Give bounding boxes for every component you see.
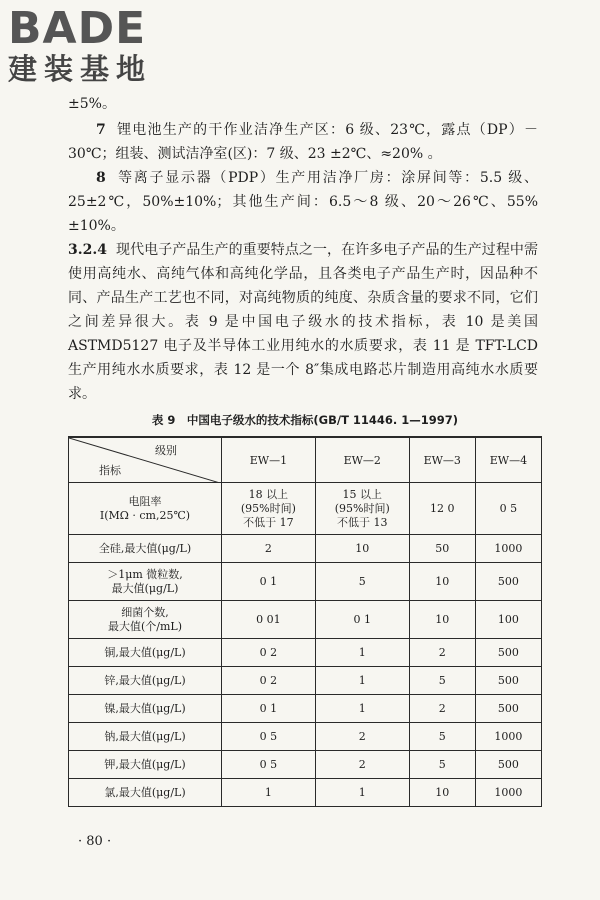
table-row	[69, 601, 542, 639]
value-line: 0 1	[259, 701, 278, 715]
row-label-line: 最大值(μg/L)	[111, 581, 179, 595]
value-cell	[409, 667, 475, 695]
value-line: 1000	[494, 729, 523, 743]
value-cell	[409, 695, 475, 723]
row-label-line: 镍,最大值(μg/L)	[104, 701, 186, 715]
row-label-cell	[69, 779, 222, 807]
row-label-line: 氯,最大值(μg/L)	[104, 785, 186, 799]
row-label-cell	[69, 751, 222, 779]
section-number: 3.2.4	[68, 242, 107, 258]
table-header-row	[69, 437, 542, 483]
column-header: EW—2	[315, 437, 409, 483]
value-line: 2	[438, 645, 446, 659]
paragraph-item-7	[68, 118, 538, 166]
value-line: 5	[438, 673, 446, 687]
page-number: · 80 ·	[78, 834, 112, 849]
value-line: 5	[358, 574, 366, 588]
value-line: 12 0	[429, 501, 455, 515]
value-line: 5	[438, 729, 446, 743]
row-label-cell	[69, 601, 222, 639]
value-line: 2	[438, 701, 446, 715]
row-label-line: 锌,最大值(μg/L)	[104, 673, 186, 687]
row-label-cell	[69, 639, 222, 667]
value-cell	[315, 483, 409, 535]
value-cell	[222, 483, 316, 535]
value-line: 10	[435, 612, 450, 626]
item-number: 8	[96, 170, 106, 186]
paragraph-text: 现代电子产品生产的重要特点之一，在许多电子产品的生产过程中需使用高纯水、高纯气体和高纯化学品，且各类电子产品生产时，因品种不同、产品生产工艺也不同，对高纯物质的纯度、杂质含量的要求不同，它们之间差异很大。表 9 是中国电子级水的技术指标，表 10 是美国 ASTMD5127 电子及半导体工业用纯水的水质要求，表 11 是 TFT-LCD 生产用纯水水质要求，表 12 是一个 8″集成电路芯片制造用高纯水水质要求。	[68, 242, 539, 402]
row-label-cell	[69, 535, 222, 563]
value-cell	[315, 535, 409, 563]
paragraph-text: 等离子显示器（PDP）生产用洁净厂房：涂屏间等：5.5 级、25±2℃，50%±10%；其他生产间：6.5～8 级、20～26℃、55%±10%。	[68, 170, 539, 234]
value-cell	[315, 779, 409, 807]
paragraph-item-8	[68, 166, 538, 238]
corner-label-grade: 级别	[155, 444, 177, 457]
table-row	[69, 667, 542, 695]
paragraph-text: ±5%。	[68, 96, 116, 112]
table-row	[69, 563, 542, 601]
value-cell	[315, 723, 409, 751]
value-cell	[409, 483, 475, 535]
table-caption: 表 9 中国电子级水的技术指标(GB/T 11446. 1—1997)	[151, 413, 459, 427]
row-label-line: 钾,最大值(μg/L)	[104, 757, 186, 771]
row-label-line: 铜,最大值(μg/L)	[104, 645, 186, 659]
value-cell	[222, 535, 316, 563]
table-row	[69, 751, 542, 779]
row-label-line: 细菌个数,	[121, 605, 169, 619]
item-number: 7	[96, 122, 106, 138]
value-line: 不低于 17	[243, 515, 294, 529]
value-cell	[409, 639, 475, 667]
value-line: 500	[497, 757, 519, 771]
value-line: (95%时间)	[334, 501, 390, 515]
column-header: EW—1	[222, 437, 316, 483]
value-line: 0 1	[259, 574, 278, 588]
value-cell	[222, 601, 316, 639]
paragraph-continuation	[68, 92, 538, 116]
value-cell	[475, 667, 541, 695]
value-line: 18 以上	[248, 487, 289, 501]
value-line: 0 2	[259, 645, 278, 659]
row-label-cell	[69, 723, 222, 751]
value-line: 50	[435, 541, 450, 555]
row-label-line: ＞1μm 微粒数,	[107, 567, 183, 581]
value-line: 1	[358, 785, 366, 799]
value-line: 2	[264, 541, 272, 555]
table-row	[69, 695, 542, 723]
row-label-cell	[69, 563, 222, 601]
value-line: 5	[438, 757, 446, 771]
row-label-line: 全硅,最大值(μg/L)	[98, 541, 192, 555]
value-cell	[315, 563, 409, 601]
value-line: 2	[358, 757, 366, 771]
value-cell	[409, 535, 475, 563]
table-row	[69, 723, 542, 751]
table-row	[69, 535, 542, 563]
value-line: 1	[358, 701, 366, 715]
paragraph-text: 锂电池生产的干作业洁净生产区：6 级、23℃，露点（DP）－30℃；组装、测试洁净室(区)：7 级、23 ±2℃、≈20% 。	[68, 122, 538, 162]
value-line: 500	[497, 701, 519, 715]
diagonal-divider	[69, 438, 220, 483]
value-line: 100	[497, 612, 519, 626]
value-line: 500	[497, 645, 519, 659]
value-cell	[409, 779, 475, 807]
table-row	[69, 483, 542, 535]
value-line: 0 5	[259, 757, 278, 771]
value-line: 1000	[494, 785, 523, 799]
value-line: 1	[264, 785, 272, 799]
row-label-line: 钠,最大值(μg/L)	[104, 729, 186, 743]
value-cell	[315, 667, 409, 695]
value-cell	[475, 483, 541, 535]
value-cell	[222, 723, 316, 751]
table-row	[69, 639, 542, 667]
value-cell	[475, 779, 541, 807]
row-label-cell	[69, 695, 222, 723]
value-cell	[222, 779, 316, 807]
value-cell	[475, 563, 541, 601]
value-cell	[315, 601, 409, 639]
value-cell	[475, 723, 541, 751]
value-cell	[475, 535, 541, 563]
row-label-cell	[69, 483, 222, 535]
row-label-line: I(MΩ · cm,25℃)	[99, 508, 191, 522]
value-line: 1	[358, 673, 366, 687]
value-line: 2	[358, 729, 366, 743]
value-cell	[475, 601, 541, 639]
logo-wordmark: BADE	[8, 3, 147, 54]
value-line: 0 01	[256, 612, 281, 626]
value-cell	[315, 639, 409, 667]
value-line: 0 2	[259, 673, 278, 687]
value-line: 15 以上	[342, 487, 382, 501]
row-label-line: 最大值(个/mL)	[107, 619, 183, 633]
value-line: 1000	[494, 541, 523, 555]
value-cell	[475, 751, 541, 779]
value-cell	[222, 695, 316, 723]
corner-label-indicator: 指标	[99, 464, 121, 477]
value-cell	[409, 751, 475, 779]
table-corner-cell	[69, 437, 222, 483]
value-line: 不低于 13	[336, 515, 388, 529]
paragraph-section-3-2-4	[68, 238, 538, 406]
value-line: 0 5	[259, 729, 278, 743]
value-line: 10	[355, 541, 370, 555]
value-line: 10	[435, 574, 450, 588]
logo-subtitle: 建装基地	[8, 52, 153, 86]
value-line: 0 5	[499, 501, 518, 515]
value-cell	[315, 751, 409, 779]
column-header: EW—3	[409, 437, 475, 483]
row-label-line: 电阻率	[128, 494, 162, 508]
value-cell	[222, 751, 316, 779]
value-line: 0 1	[353, 612, 371, 626]
row-label-cell	[69, 667, 222, 695]
value-cell	[222, 563, 316, 601]
value-cell	[475, 639, 541, 667]
value-cell	[222, 639, 316, 667]
value-line: 500	[497, 673, 519, 687]
value-line: (95%时间)	[240, 501, 296, 515]
value-line: 10	[435, 785, 450, 799]
table-row	[69, 779, 542, 807]
value-cell	[409, 563, 475, 601]
value-line: 1	[358, 645, 366, 659]
value-cell	[475, 695, 541, 723]
water-quality-table	[68, 436, 542, 807]
value-cell	[315, 695, 409, 723]
column-header: EW—4	[475, 437, 541, 483]
value-line: 500	[497, 574, 519, 588]
value-cell	[409, 601, 475, 639]
value-cell	[409, 723, 475, 751]
value-cell	[222, 667, 316, 695]
brand-logo	[8, 3, 176, 86]
